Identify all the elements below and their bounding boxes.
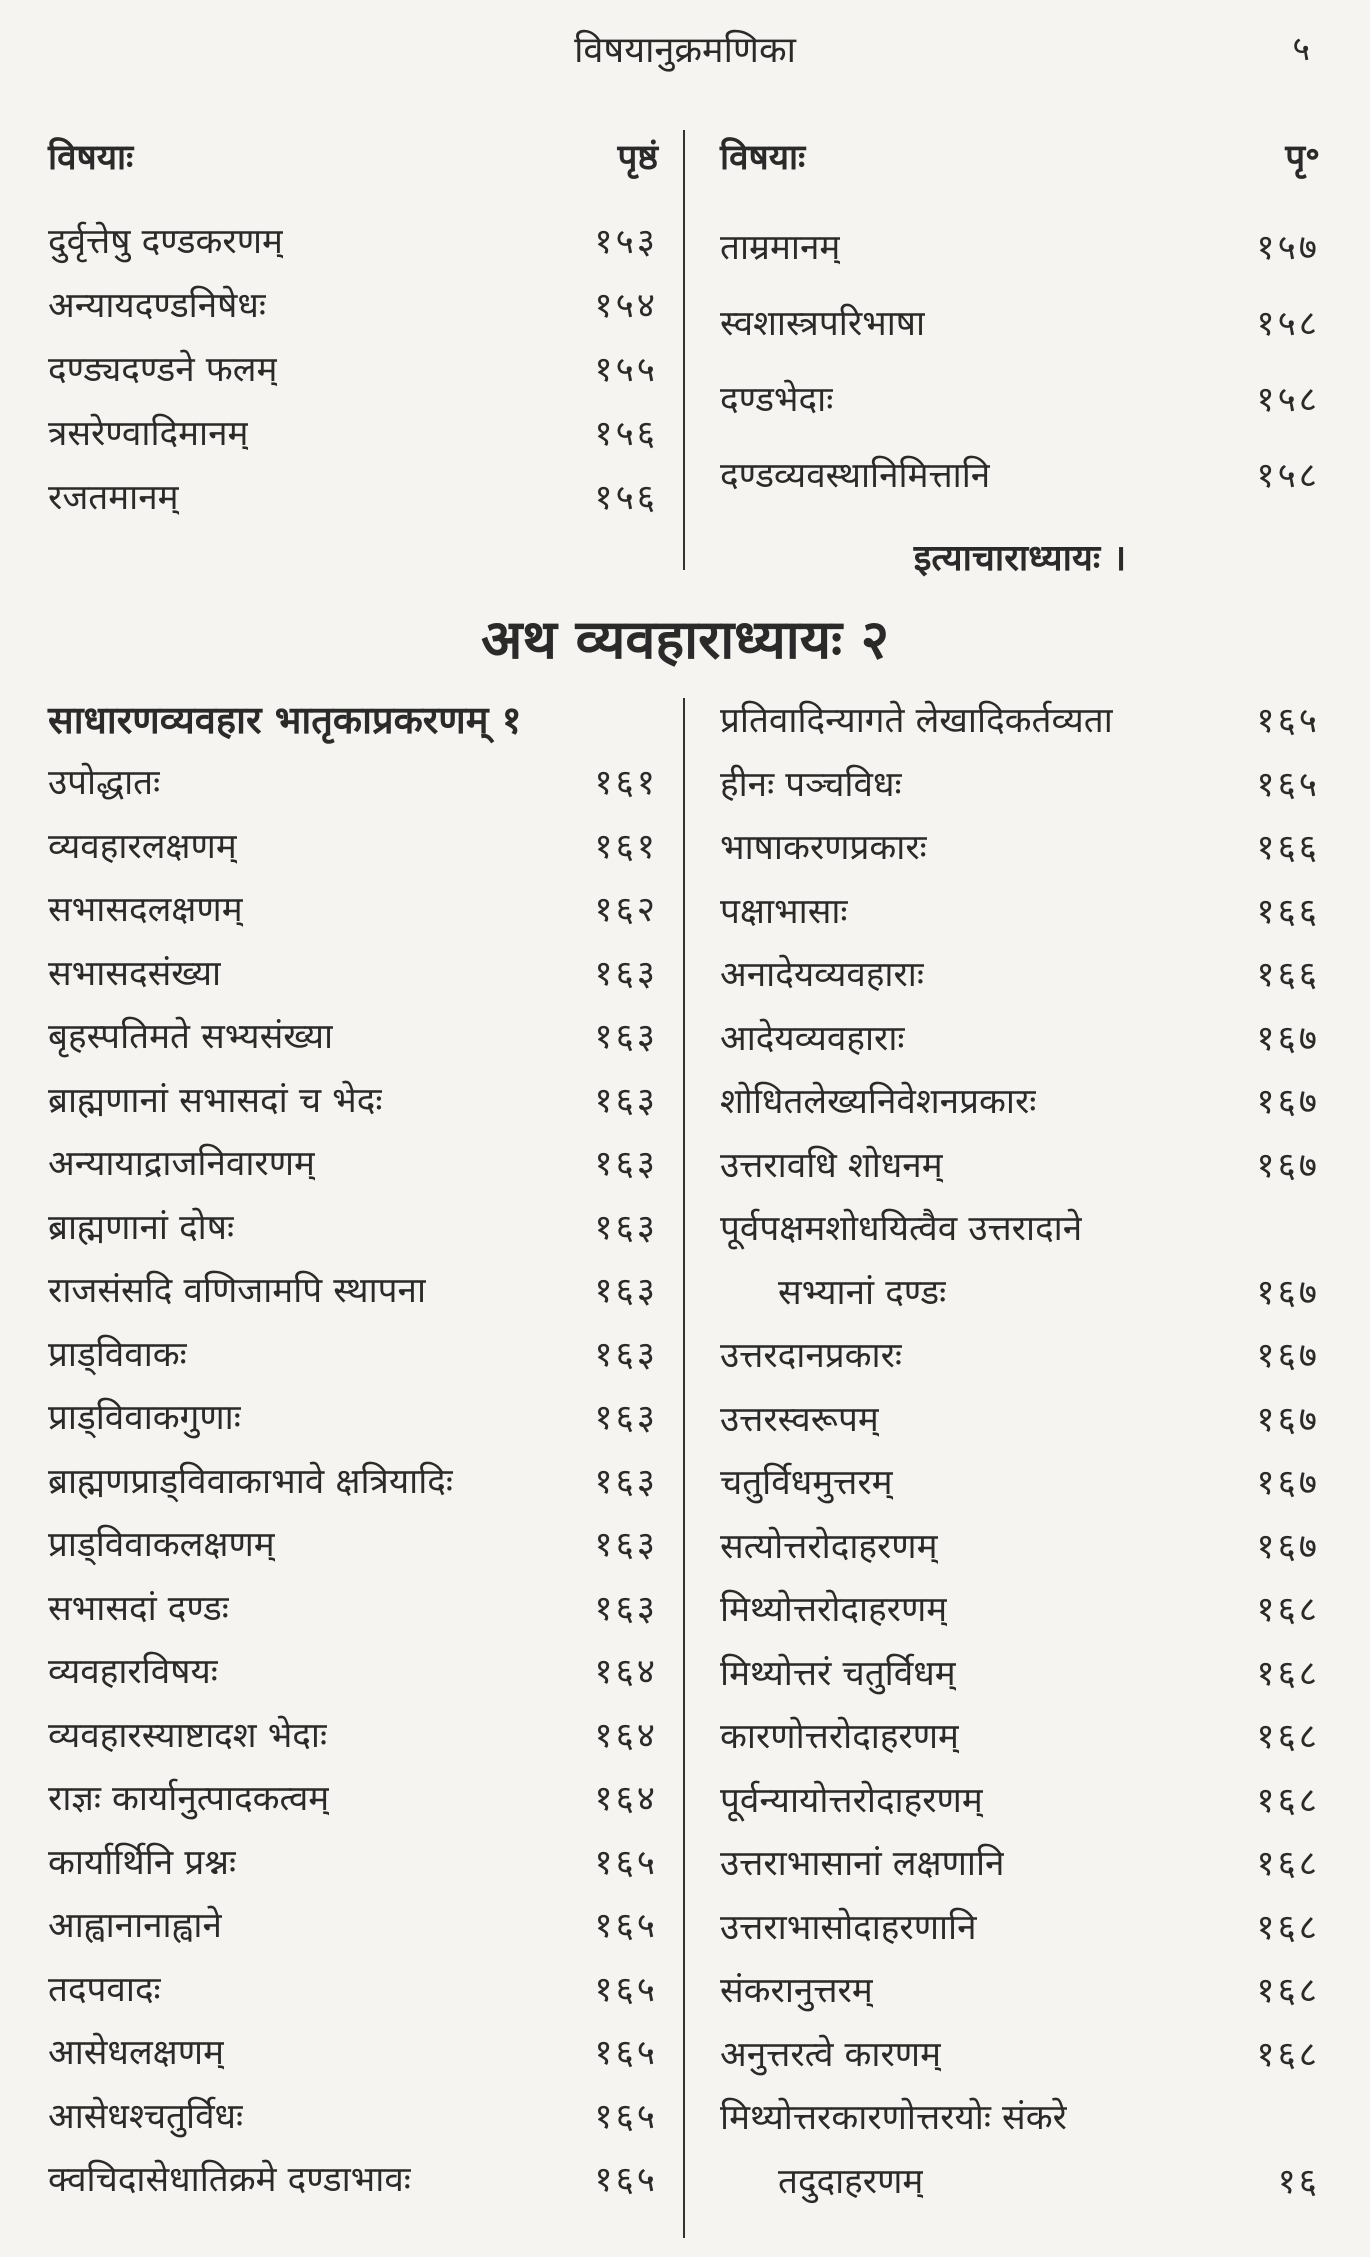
entry-topic: सभासदसंख्या <box>48 953 222 994</box>
toc-entry <box>48 1385 658 1449</box>
page-label: पृष्ठं <box>617 138 658 178</box>
toc-entry <box>48 1893 658 1957</box>
entry-topic: राजसंसदि वणिजामपि स्थापना <box>48 1271 427 1312</box>
entry-topic: व्यवहारस्याष्टादश भेदाः <box>48 1715 328 1756</box>
toc-entry <box>48 1703 658 1767</box>
entry-topic: ब्राह्मणानां दोषः <box>48 1207 235 1248</box>
entry-topic: अनुत्तरत्वे कारणम् <box>720 2034 942 2075</box>
entry-topic: उत्तरावधि शोधनम् <box>720 1145 943 1186</box>
entry-topic: रजतमानम् <box>48 477 179 518</box>
toc-entry <box>720 1704 1320 1768</box>
toc-entry <box>48 400 658 464</box>
toc-entry <box>720 1577 1320 1641</box>
entry-page-number: १६८ <box>1256 1590 1320 1631</box>
subject-label: विषयाः <box>720 138 806 178</box>
entry-page-number: १६३ <box>594 1144 658 1185</box>
entry-topic: शोधितलेख्यनिवेशनप्रकारः <box>720 1082 1037 1123</box>
toc-entry <box>720 360 1320 436</box>
toc-entry <box>720 1323 1320 1387</box>
entry-topic: आसेधश्चतुर्विधः <box>48 2096 244 2137</box>
entry-topic: चतुर्विधमुत्तरम् <box>720 1463 893 1504</box>
toc-left-column <box>48 120 658 528</box>
toc-entry <box>720 284 1320 360</box>
entry-page-number: १६३ <box>594 1207 658 1248</box>
entry-page-number: १६८ <box>1256 1653 1320 1694</box>
entry-page-number: १५७ <box>1256 227 1320 268</box>
entry-topic: पूर्वन्यायोत्तरोदाहरणम् <box>720 1780 983 1821</box>
entry-page-number: १६३ <box>594 1525 658 1566</box>
toc-entry <box>720 208 1320 284</box>
toc-entry <box>720 2022 1320 2086</box>
entry-list <box>720 688 1320 2212</box>
entry-topic: क्वचिदासेधातिक्रमे दण्डाभावः <box>48 2160 411 2201</box>
toc-entry <box>720 1768 1320 1832</box>
toc-right-column <box>720 688 1320 2212</box>
column-divider <box>683 130 685 570</box>
toc-right-column <box>720 120 1320 581</box>
toc-entry <box>48 208 658 272</box>
toc-entry <box>48 1195 658 1259</box>
entry-topic: व्यवहारविषयः <box>48 1652 218 1693</box>
page-header <box>0 18 1370 78</box>
entry-topic: प्राड्विवाकः <box>48 1334 187 1375</box>
toc-entry <box>48 1512 658 1576</box>
entry-page-number: १६५ <box>594 2033 658 2074</box>
entry-topic: उत्तराभासोदाहरणानि <box>720 1907 977 1948</box>
entry-list <box>48 750 658 2211</box>
entry-page-number: १६ <box>1277 2161 1320 2202</box>
entry-page-number: १६३ <box>594 1271 658 1312</box>
toc-entry <box>720 1450 1320 1514</box>
entry-topic: तदुदाहरणम् <box>778 2161 924 2202</box>
toc-entry <box>720 815 1320 879</box>
entry-page-number: १५६ <box>594 477 658 518</box>
entry-topic: कार्यार्थिनि प्रश्नः <box>48 1842 237 1883</box>
toc-entry <box>720 1196 1320 1260</box>
entry-page-number: १५८ <box>1256 303 1320 344</box>
entry-page-number: १६७ <box>1256 1272 1320 1313</box>
entry-page-number: १६८ <box>1256 1780 1320 1821</box>
entry-topic: ब्राह्मणप्राड्विवाकाभावे क्षत्रियादिः <box>48 1461 453 1502</box>
entry-topic: पूर्वपक्षमशोधयित्वैव उत्तरादाने <box>720 1209 1083 1250</box>
entry-topic: सत्योत्तरोदाहरणम् <box>720 1526 938 1567</box>
entry-topic: अन्यायाद्राजनिवारणम् <box>48 1144 315 1185</box>
entry-page-number: १६४ <box>594 1652 658 1693</box>
entry-topic: भाषाकरणप्रकारः <box>720 828 927 869</box>
toc-entry <box>720 1006 1320 1070</box>
toc-entry <box>720 752 1320 816</box>
entry-topic: तदपवादः <box>48 1969 161 2010</box>
entry-page-number: १६७ <box>1256 1018 1320 1059</box>
entry-page-number: १६५ <box>594 1906 658 1947</box>
entry-topic: सभासदां दण्डः <box>48 1588 229 1629</box>
toc-entry <box>720 1831 1320 1895</box>
entry-topic: त्रसरेण्वादिमानम् <box>48 413 249 454</box>
entry-page-number: १६८ <box>1256 1844 1320 1885</box>
entry-topic: आह्वानानाह्वाने <box>48 1906 222 1947</box>
toc-entry <box>48 1068 658 1132</box>
toc-entry <box>48 1830 658 1894</box>
entry-page-number: १६५ <box>594 2096 658 2137</box>
entry-page-number: १६५ <box>594 1842 658 1883</box>
column-header <box>720 120 1320 180</box>
entry-topic: मिथ्योत्तरकारणोत्तरयोः संकरे <box>720 2098 1067 2139</box>
toc-entry <box>48 336 658 400</box>
entry-page-number: १६१ <box>594 763 658 804</box>
entry-topic: उत्तरस्वरूपम् <box>720 1399 879 1440</box>
entry-topic: प्राड्विवाकलक्षणम् <box>48 1525 275 1566</box>
toc-entry <box>48 272 658 336</box>
entry-page-number: १६४ <box>594 1779 658 1820</box>
entry-page-number: १६७ <box>1256 1145 1320 1186</box>
entry-page-number: १५५ <box>594 349 658 390</box>
toc-entry <box>48 1322 658 1386</box>
entry-page-number: १६५ <box>594 1969 658 2010</box>
toc-entry <box>720 1958 1320 2022</box>
entry-page-number: १६७ <box>1256 1399 1320 1440</box>
entry-topic: हीनः पञ्चविधः <box>720 764 902 805</box>
toc-entry <box>48 2020 658 2084</box>
entry-page-number: १६३ <box>594 1398 658 1439</box>
entry-topic: आदेयव्यवहाराः <box>720 1018 905 1059</box>
entry-topic: मिथ्योत्तरोदाहरणम् <box>720 1590 948 1631</box>
page-label: पृ॰ <box>1285 138 1320 178</box>
chapter-colophon: इत्याचाराध्यायः । <box>913 538 1127 579</box>
entry-page-number: १५३ <box>594 221 658 262</box>
entry-page-number: १६७ <box>1256 1336 1320 1377</box>
entry-topic: उत्तरदानप्रकारः <box>720 1336 903 1377</box>
running-title: विषयानुक्रमणिका <box>574 30 796 71</box>
entry-page-number: १६३ <box>594 953 658 994</box>
toc-entry <box>720 436 1320 512</box>
toc-entry <box>48 814 658 878</box>
entry-page-number: १६५ <box>1256 764 1320 805</box>
entry-topic: सभ्यानां दण्डः <box>778 1272 947 1313</box>
toc-entry <box>48 750 658 814</box>
toc-entry <box>48 1766 658 1830</box>
toc-entry <box>720 1895 1320 1959</box>
entry-page-number: १६६ <box>1256 955 1320 996</box>
toc-entry <box>720 1641 1320 1705</box>
entry-topic: प्रतिवादिन्यागते लेखादिकर्तव्यता <box>720 701 1113 742</box>
toc-entry <box>48 1004 658 1068</box>
entry-topic: राज्ञः कार्यानुत्पादकत्वम् <box>48 1779 330 1820</box>
toc-entry <box>48 877 658 941</box>
entry-topic: आसेधलक्षणम् <box>48 2033 225 2074</box>
entry-topic: दुर्वृत्तेषु दण्डकरणम् <box>48 221 283 262</box>
entry-page-number: १६२ <box>594 890 658 931</box>
entry-page-number: १६८ <box>1256 1907 1320 1948</box>
entry-topic: कारणोत्तरोदाहरणम् <box>720 1717 959 1758</box>
toc-entry <box>720 1260 1320 1324</box>
entry-topic: स्वशास्त्रपरिभाषा <box>720 303 926 344</box>
entry-topic: ब्राह्मणानां सभासदां च भेदः <box>48 1080 383 1121</box>
entry-topic: उपोद्धातः <box>48 763 161 804</box>
entry-page-number: १६५ <box>1256 701 1320 742</box>
subject-label: विषयाः <box>48 138 134 178</box>
toc-entry <box>48 1576 658 1640</box>
toc-entry <box>48 1957 658 2021</box>
entry-topic: संकरानुत्तरम् <box>720 1971 873 2012</box>
entry-topic: मिथ्योत्तरं चतुर्विधम् <box>720 1653 956 1694</box>
toc-entry <box>720 2085 1320 2149</box>
column-header <box>48 120 658 180</box>
toc-entry <box>720 942 1320 1006</box>
toc-entry <box>720 1387 1320 1451</box>
entry-page-number: १६८ <box>1256 2034 1320 2075</box>
entry-topic: अन्यायदण्डनिषेधः <box>48 285 266 326</box>
entry-topic: उत्तराभासानां लक्षणानि <box>720 1844 1005 1885</box>
entry-page-number: १६३ <box>594 1080 658 1121</box>
entry-topic: ताम्रमानम् <box>720 227 841 268</box>
entry-page-number: १५८ <box>1256 379 1320 420</box>
entry-page-number: १६६ <box>1256 891 1320 932</box>
toc-entry <box>48 1639 658 1703</box>
entry-page-number: १६८ <box>1256 1971 1320 2012</box>
entry-topic: व्यवहारलक्षणम् <box>48 826 237 867</box>
entry-page-number: १६३ <box>594 1334 658 1375</box>
section-heading: साधारणव्यवहार भातृकाप्रकरणम् १ <box>48 698 522 742</box>
toc-entry <box>720 879 1320 943</box>
entry-page-number: १६७ <box>1256 1082 1320 1123</box>
toc-entry <box>48 2147 658 2211</box>
entry-topic: अनादेयव्यवहाराः <box>720 955 924 996</box>
entry-topic: प्राड्विवाकगुणाः <box>48 1398 241 1439</box>
entry-page-number: १५४ <box>594 285 658 326</box>
column-divider <box>683 698 685 2238</box>
entry-page-number: १६४ <box>594 1715 658 1756</box>
toc-entry <box>720 1133 1320 1197</box>
toc-entry <box>720 2149 1320 2213</box>
page-number: ५ <box>1292 29 1310 69</box>
entry-list <box>48 208 658 528</box>
toc-entry <box>48 2084 658 2148</box>
toc-entry <box>720 1069 1320 1133</box>
toc-entry <box>48 464 658 528</box>
toc-entry <box>720 688 1320 752</box>
entry-page-number: १६३ <box>594 1017 658 1058</box>
entry-page-number: १६८ <box>1256 1717 1320 1758</box>
entry-page-number: १६३ <box>594 1461 658 1502</box>
entry-page-number: १६१ <box>594 826 658 867</box>
entry-topic: बृहस्पतिमते सभ्यसंख्या <box>48 1017 334 1058</box>
entry-page-number: १६६ <box>1256 828 1320 869</box>
toc-left-column <box>48 688 658 2211</box>
toc-entry <box>720 1514 1320 1578</box>
entry-page-number: १५६ <box>594 413 658 454</box>
entry-topic: दण्डव्यवस्थानिमित्तानि <box>720 455 991 496</box>
entry-page-number: १६७ <box>1256 1526 1320 1567</box>
entry-list <box>720 208 1320 512</box>
toc-entry <box>48 1449 658 1513</box>
entry-page-number: १६३ <box>594 1588 658 1629</box>
entry-topic: पक्षाभासाः <box>720 891 848 932</box>
entry-page-number: १६७ <box>1256 1463 1320 1504</box>
entry-page-number: १५८ <box>1256 455 1320 496</box>
entry-topic: दण्ड्यदण्डने फलम् <box>48 349 278 390</box>
entry-topic: दण्डभेदाः <box>720 379 834 420</box>
toc-entry <box>48 1131 658 1195</box>
chapter-title: अथ व्यवहाराध्यायः २ <box>481 608 889 671</box>
entry-topic: सभासदलक्षणम् <box>48 890 243 931</box>
toc-entry <box>48 941 658 1005</box>
toc-entry <box>48 1258 658 1322</box>
entry-page-number: १६५ <box>594 2160 658 2201</box>
